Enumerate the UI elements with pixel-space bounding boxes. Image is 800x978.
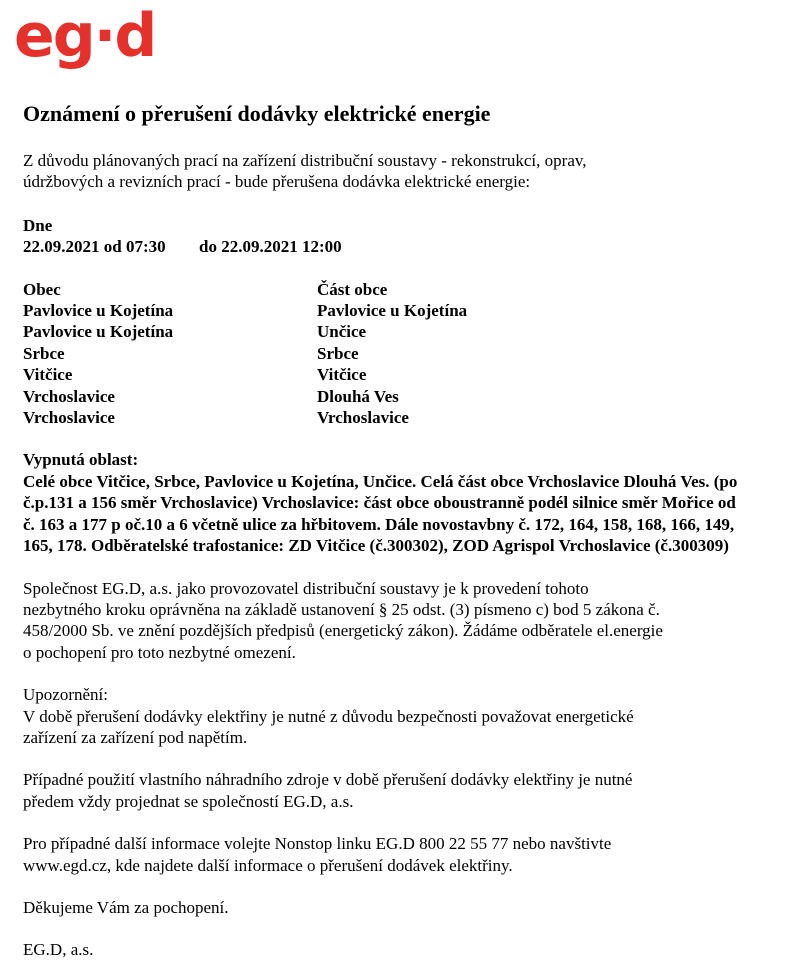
thanks-text: Děkujeme Vám za pochopení. xyxy=(23,897,229,917)
notice xyxy=(23,100,783,961)
cell-obec: Vrchoslavice xyxy=(23,386,115,406)
table-row xyxy=(23,407,783,428)
warning-line: zařízení za zařízení pod napětím. xyxy=(23,727,248,747)
table-header-row xyxy=(23,279,783,300)
cell-obec: Srbce xyxy=(23,343,65,363)
cell-obec: Pavlovice u Kojetína xyxy=(23,322,174,342)
generator-paragraph xyxy=(23,769,783,812)
intro-line: údržbových a revizních prací - bude přerušena dodávka elektrické energie: xyxy=(23,172,531,192)
table-row xyxy=(23,343,783,364)
cell-cast-obce: Srbce xyxy=(317,343,359,363)
cell-cast-obce: Vitčice xyxy=(317,365,367,385)
legal-line: nezbytného kroku oprávněna na základě ustanovení § 25 odst. (3) písmeno c) bod 5 zákona č. xyxy=(23,599,660,619)
table-row xyxy=(23,386,783,407)
outage-area-line: č.p.131 a 156 směr Vrchoslavice) Vrchoslavice: část obce oboustranně podél silnice směr Mořice od xyxy=(23,493,736,513)
generator-line: předem vždy projednat se společností EG.D, a.s. xyxy=(23,791,354,811)
intro-line: Z důvodu plánovaných prací na zařízení distribuční soustavy - rekonstrukcí, oprav, xyxy=(23,151,587,170)
info-paragraph xyxy=(23,833,783,876)
date-range xyxy=(23,236,783,257)
date-label: Dne xyxy=(23,215,53,235)
page-title: Oznámení o přerušení dodávky elektrické energie xyxy=(23,101,491,126)
outage-area-label: Vypnutá oblast: xyxy=(23,450,139,470)
outage-area-line: 165, 178. Odběratelské trafostanice: ZD Vitčice (č.300302), ZOD Agrispol Vrchoslavice (č.300309) xyxy=(23,536,729,556)
signature-text: EG.D, a.s. xyxy=(23,940,94,960)
date-to: do 22.09.2021 12:00 xyxy=(199,237,342,257)
cell-obec: Vrchoslavice xyxy=(23,408,115,428)
cell-obec: Vitčice xyxy=(23,365,73,385)
logo-text: eg·d xyxy=(14,2,156,70)
cell-cast-obce: Pavlovice u Kojetína xyxy=(317,301,468,321)
table-row xyxy=(23,300,783,321)
legal-line: 458/2000 Sb. ve znění pozdějších předpisů (energetický zákon). Žádáme odběratele el.energie xyxy=(23,621,663,641)
legal-line: Společnost EG.D, a.s. jako provozovatel distribuční soustavy je k provedení tohoto xyxy=(23,578,589,598)
warning-label: Upozornění: xyxy=(23,685,108,705)
location-table xyxy=(23,279,783,429)
cell-obec: Pavlovice u Kojetína xyxy=(23,301,174,321)
cell-cast-obce: Vrchoslavice xyxy=(317,408,409,428)
generator-line: Případné použití vlastního náhradního zdroje v době přerušení dodávky elektřiny je nutné xyxy=(23,770,633,790)
date-from: 22.09.2021 od 07:30 xyxy=(23,237,166,257)
warning-paragraph xyxy=(23,684,783,748)
intro-paragraph xyxy=(23,150,783,193)
table-row xyxy=(23,364,783,385)
info-line: www.egd.cz, kde najdete další informace o přerušení dodávek elektřiny. xyxy=(23,855,513,875)
info-line: Pro případné další informace volejte Nonstop linku EG.D 800 22 55 77 nebo navštivte xyxy=(23,834,612,854)
header-cast-obce: Část obce xyxy=(317,279,388,299)
outage-area-line: č. 163 a 177 p oč.10 a 6 včetně ulice za hřbitovem. Dále novostavbny č. 172, 164, 158, 168, 166, 149, xyxy=(23,514,735,534)
egd-logo xyxy=(14,2,172,70)
legal-paragraph xyxy=(23,578,783,664)
table-row xyxy=(23,321,783,342)
outage-area-line: Celé obce Vitčice, Srbce, Pavlovice u Kojetína, Unčice. Celá část obce Vrchoslavice Dlouhá Ves. (po xyxy=(23,471,738,491)
cell-cast-obce: Unčice xyxy=(317,322,367,342)
cell-cast-obce: Dlouhá Ves xyxy=(317,386,399,406)
legal-line: o pochopení pro toto nezbytné omezení. xyxy=(23,642,296,662)
header-obec: Obec xyxy=(23,279,61,299)
outage-area xyxy=(23,449,783,556)
warning-line: V době přerušení dodávky elektřiny je nutné z důvodu bezpečnosti považovat energetické xyxy=(23,706,634,726)
